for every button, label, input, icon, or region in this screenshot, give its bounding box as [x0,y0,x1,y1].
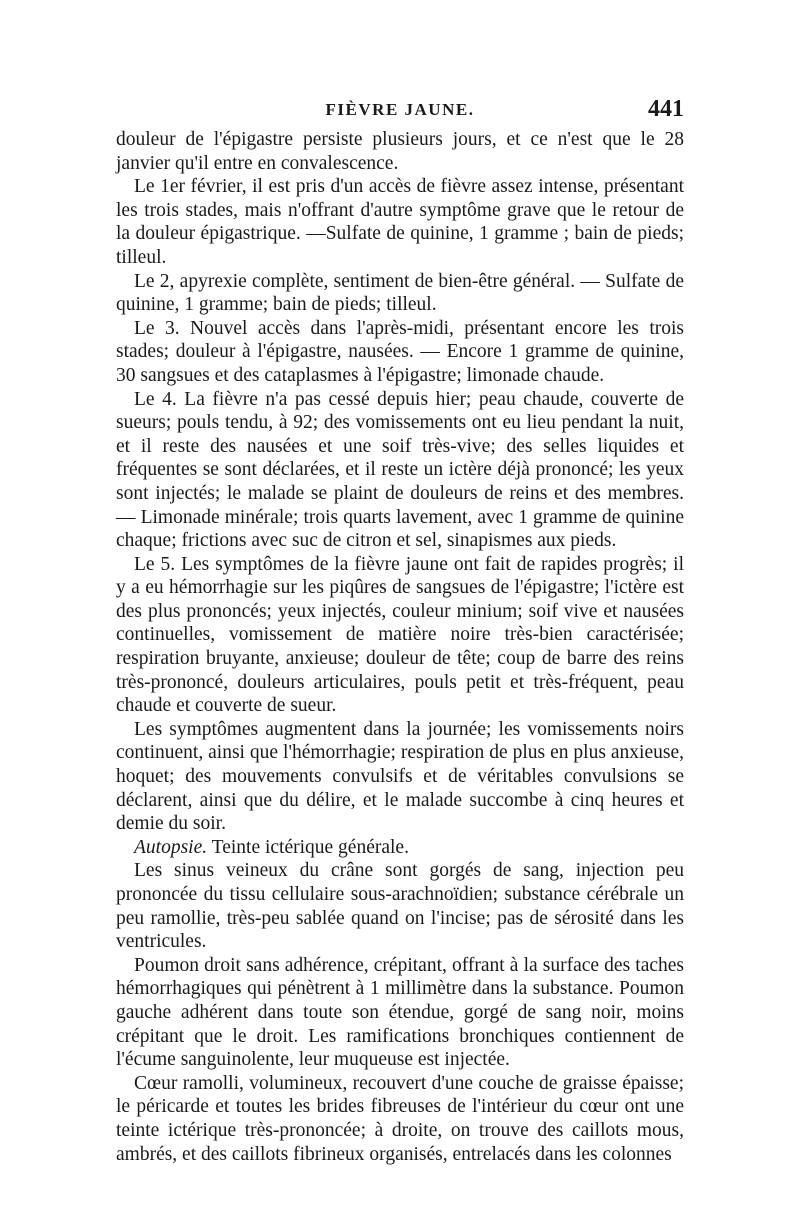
paragraph: douleur de l'épigastre persiste plusieurs jours, et ce n'est que le 28 janvier qu'il entre en convalescence. [116,129,684,174]
paragraph: Le 3. Nouvel accès dans l'après-midi, présentant encore les trois stades; douleur à l'épigastre, nausées. — Encore 1 gramme de quinine, 30 sangsues et des cataplasmes à l'épigastre; limonade chaude. [116,317,684,386]
paragraph: Le 1er février, il est pris d'un accès de fièvre assez intense, présentant les trois stades, mais n'offrant d'autre symptôme grave que le retour de la douleur épigastrique. —Sulfate de quinine, 1 gramme ; bain de pieds; tilleul. [116,176,684,268]
paragraph: Les sinus veineux du crâne sont gorgés de sang, injection peu prononcée du tissu cellulaire sous-arachnoïdien; substance cérébrale un peu ramollie, très-peu sablée quand on l'incise; pas de sérosité dans les ventricules. [116,860,684,953]
paragraph: Le 5. Les symptômes de la fièvre jaune ont fait de rapides progrès; il y a eu hémorrhagie sur les piqûres de sangsues de l'épigastre; l'ictère est des plus prononcés; yeux injectés, couleur minium; soif vive et nausées continuelles, vomissement de matière noire très-bien caractérisée; respiration bruyante, anxieuse; douleur de tête; coup de barre des reins très-prononcé, douleurs articulaires, pouls petit et très-fréquent, peau chaude et couverte de sueur. [116,553,684,717]
body-text [116,128,684,1166]
paragraph: Les symptômes augmentent dans la journée; les vomissements noirs continuent, ainsi que l'hémorrhagie; respiration de plus en plus anxieuse, hoquet; des mouvements convulsifs et de véritables convulsions se déclarent, ainsi que du délire, et le malade succombe à cinq heures et demie du soir. [116,718,684,835]
paragraph: Poumon droit sans adhérence, crépitant, offrant à la surface des taches hémorrhagiques qui pénètrent à 1 millimètre dans la substance. Poumon gauche adhérent dans toute son étendue, gorgé de sang noir, moins crépitant que le droit. Les ramifications bronchiques contiennent de l'écume sanguinolente, leur muqueuse est injectée. [116,954,684,1071]
autopsie-label: Autopsie. [134,836,208,858]
page-number: 441 [648,96,684,122]
paragraph: Cœur ramolli, volumineux, recouvert d'une couche de graisse épaisse; le péricarde et toutes les brides fibreuses de l'intérieur du cœur ont une teinte ictérique très-prononcée; à droite, on trouve des caillots mous, ambrés, et des caillots fibrineux organisés, entrelacés dans les colonnes [116,1072,684,1165]
autopsie-text: Teinte ictérique générale. [207,836,409,858]
running-title: FIÈVRE JAUNE. [325,100,475,119]
page-header [116,96,684,128]
autopsie-paragraph [116,836,684,860]
paragraph: Le 2, apyrexie complète, sentiment de bien-être général. — Sulfate de quinine, 1 gramme; bain de pieds; tilleul. [116,270,684,316]
paragraph: Le 4. La fièvre n'a pas cessé depuis hier; peau chaude, couverte de sueurs; pouls tendu, à 92; des vomissements ont eu lieu pendant la nuit, et il reste des nausées et une soif très-vive; des selles liquides et fréquentes se sont déclarées, et il reste un ictère déjà prononcé; les yeux sont injectés; le malade se plaint de douleurs de reins et des membres. — Limonade minérale; trois quarts lavement, avec 1 gramme de quinine chaque; frictions avec suc de citron et sel, sinapismes aux pieds. [116,388,684,552]
